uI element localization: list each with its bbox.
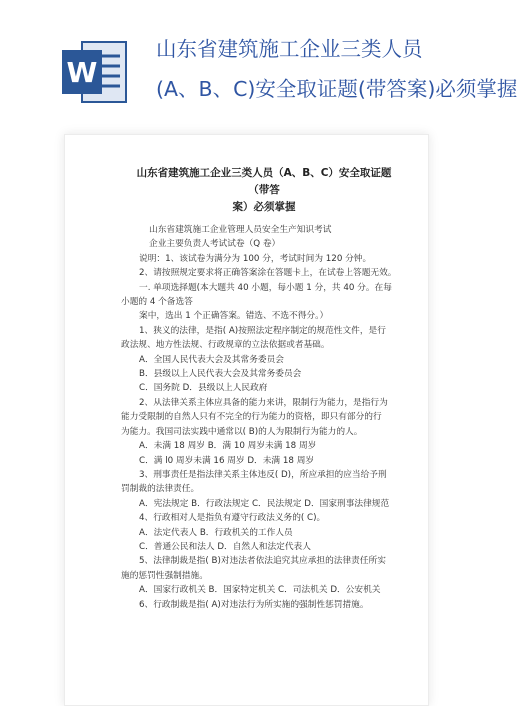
doc-line: A．未满 18 周岁 B．满 10 周岁未满 18 周岁	[139, 441, 317, 452]
doc-line: 为能力。我国司法实践中通常以( B)的人为限制行为能力的人。	[121, 426, 363, 437]
doc-line: B．县级以上人民代表大会及其常务委员会	[139, 369, 302, 380]
doc-line: 政法规、地方性法规、行政规章的立法依据或者基础。	[121, 340, 330, 351]
cover-banner	[0, 0, 517, 130]
doc-line: 2、从法律关系主体应具备的能力来讲，限制行为能力，是指行为	[139, 397, 388, 408]
word-icon-letter: W	[66, 56, 98, 89]
doc-line: A．国家行政机关 B．国家特定机关 C．司法机关 D．公安机关	[139, 585, 381, 596]
document-title-line2: 案）必须掌握	[232, 201, 296, 213]
doc-line: 企业主要负责人考试试卷（Q 卷）	[149, 239, 281, 250]
document-title-line1: 山东省建筑施工企业三类人员（A、B、C）安全取证题（带答	[136, 167, 392, 196]
banner-title-line1: 山东省建筑施工企业三类人员	[156, 37, 423, 61]
doc-line: 山东省建筑施工企业管理人员安全生产知识考试	[149, 225, 332, 235]
doc-line: 罚制裁的法律责任。	[121, 484, 200, 495]
doc-line: 说明：1、该试卷为满分为 100 分，考试时间为 120 分钟。	[139, 253, 372, 264]
word-doc-icon	[60, 36, 130, 108]
doc-line: 6、行政制裁是指( A)对违法行为所实施的强制性惩罚措施。	[139, 599, 369, 610]
doc-line: C．国务院 D．县级以上人民政府	[139, 383, 268, 394]
doc-line: 小题的 4 个备选答	[121, 297, 193, 308]
document-page	[64, 134, 429, 706]
banner-title-line2: (A、B、C)安全取证题(带答案)必须掌握	[156, 77, 517, 101]
doc-line: 3、刑事责任是指法律关系主体违反( D)，所应承担的应当给予刑	[139, 469, 387, 480]
doc-line: 1、狭义的法律，是指( A)按照法定程序制定的规范性文件，是行	[139, 325, 386, 336]
doc-line: 案中，选出 1 个正确答案。错选、不选不得分。）	[139, 311, 329, 322]
document-body	[121, 165, 411, 612]
doc-line: A．全国人民代表大会及其常务委员会	[139, 354, 284, 365]
doc-line: A．法定代表人 B．行政机关的工作人员	[139, 527, 293, 538]
doc-line: 2、请按照规定要求将正确答案涂在答题卡上，在试卷上答题无效。	[139, 268, 397, 279]
doc-line: 能力受限制的自然人只有不完全的行为能力的资格，即只有部分的行	[121, 412, 382, 423]
doc-line: C．普通公民和法人 D．自然人和法定代表人	[139, 541, 311, 552]
doc-line: 一. 单项选择题(本大题共 40 小题，每小题 1 分，共 40 分。在每	[139, 282, 392, 293]
doc-line: 4、行政相对人是指负有遵守行政法义务的( C)。	[139, 513, 326, 524]
doc-line: 5、法律制裁是指( B)对违法者依法追究其应承担的法律责任所实	[139, 556, 386, 567]
doc-line: A．宪法规定 B．行政法规定 C．民法规定 D．国家刑事法律规范	[139, 498, 390, 509]
doc-line: 施的惩罚性强制措施。	[121, 570, 208, 581]
doc-line: C．满 l0 周岁未满 16 周岁 D．未满 18 周岁	[139, 455, 315, 466]
